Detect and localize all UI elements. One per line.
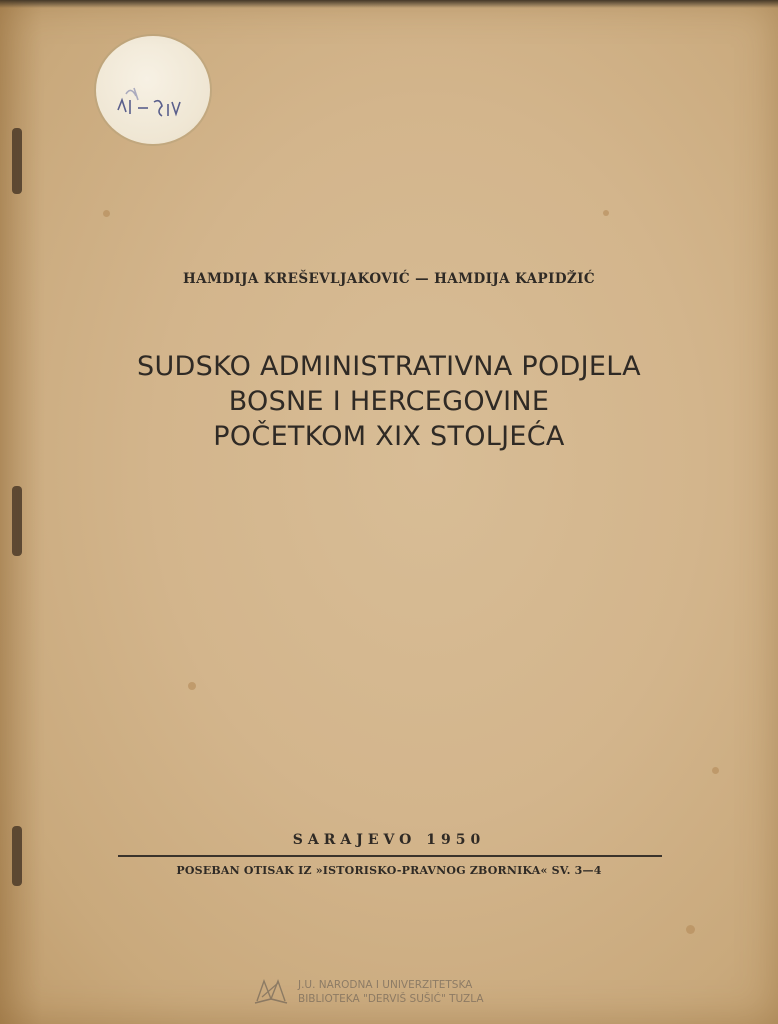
horizontal-rule xyxy=(118,855,662,857)
authors-line: HAMDIJA KREŠEVLJAKOVIĆ — HAMDIJA KAPIDŽIĆ xyxy=(182,271,596,287)
library-stamp-text xyxy=(298,978,484,1006)
open-book-icon xyxy=(252,975,290,1009)
foxing-spot xyxy=(712,767,719,774)
title-line-1: SUDSKO ADMINISTRATIVNA PODJELA xyxy=(137,351,641,382)
foxing-spot xyxy=(103,210,110,217)
scan-top-edge xyxy=(0,0,778,8)
title-line-3: POČETKOM XIX STOLJEĆA xyxy=(213,421,565,452)
shelfmark-sticker xyxy=(96,36,210,144)
staple-mark-middle xyxy=(12,486,22,556)
library-stamp-line-2: BIBLIOTEKA "DERVIŠ SUŠIĆ" TUZLA xyxy=(298,993,484,1005)
title-line-2: BOSNE I HERCEGOVINE xyxy=(228,386,550,417)
library-stamp xyxy=(252,972,484,1012)
place-and-year: SARAJEVO 1950 xyxy=(292,832,486,848)
library-stamp-line-1: J.U. NARODNA I UNIVERZITETSKA xyxy=(298,979,473,991)
shelfmark-handwriting xyxy=(96,36,210,144)
foxing-spot xyxy=(686,925,695,934)
offprint-note: POSEBAN OTISAK IZ »ISTORISKO-PRAVNOG ZBORNIKA« SV. 3—4 xyxy=(176,864,602,877)
staple-mark-top xyxy=(12,128,22,194)
foxing-spot xyxy=(603,210,609,216)
foxing-spot xyxy=(188,682,196,690)
book-title xyxy=(0,349,778,454)
